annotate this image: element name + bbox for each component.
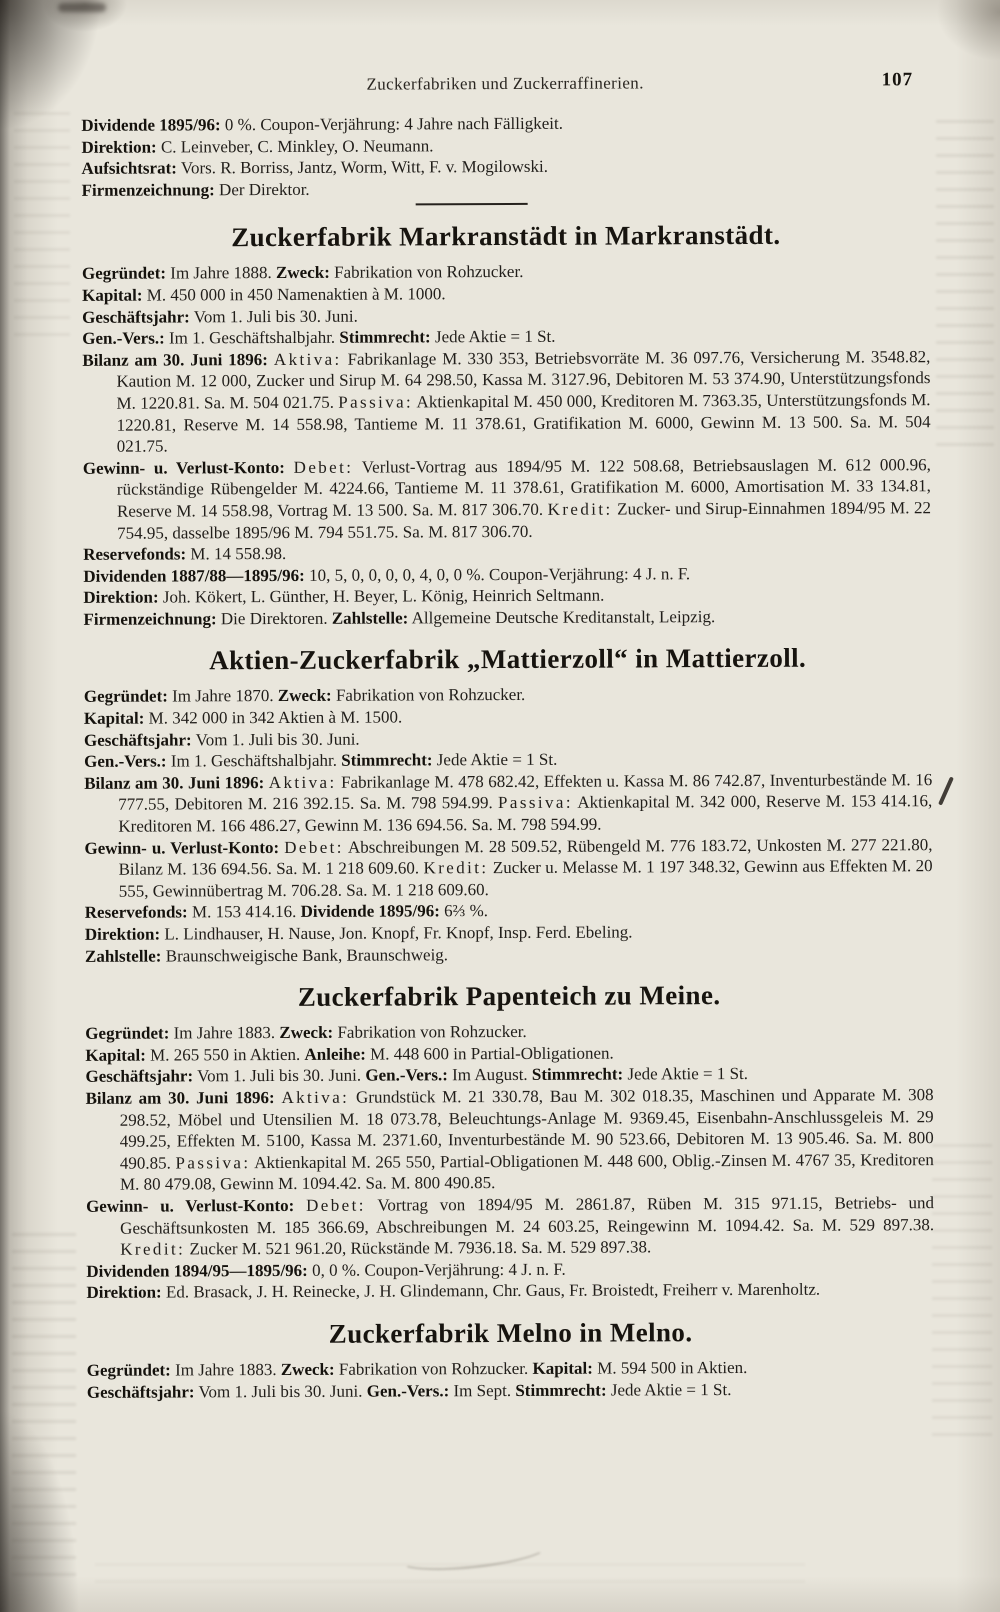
field-label: Reservefonds: xyxy=(83,544,187,564)
field-label: Kapital: xyxy=(82,285,143,305)
field-label: Dividende 1895/96: xyxy=(81,115,221,135)
spaced-term: Aktiva: xyxy=(281,1087,350,1107)
text-run: L. Lindhauser, H. Nause, Jon. Knopf, Fr. Knopf, Insp. Ferd. Ebeling. xyxy=(160,922,633,944)
field-label: Direktion: xyxy=(86,1282,162,1303)
page-content xyxy=(81,69,935,1403)
page-header xyxy=(81,69,929,102)
text-run: Aktienkapital M. 342 000, Reserve M. 153 414.16, Kreditoren M. 166 486.27, Gewinn M. 136 694.56. Sa. M. 798 594.99. xyxy=(118,791,933,836)
text-run: Fabrikation von Rohzucker. xyxy=(334,1358,533,1379)
field-gewinn-verlust-konto xyxy=(86,1192,934,1260)
text-run: Jede Aktie = 1 St. xyxy=(432,750,558,770)
entry-title: Aktien-Zuckerfabrik „Mattierzoll“ in Mattierzoll. xyxy=(209,643,807,676)
text-run: Fabrikation von Rohzucker. xyxy=(329,262,524,283)
text-run: Fabrikation von Rohzucker. xyxy=(333,1022,527,1042)
text-run: Ed. Brasack, J. H. Reinecke, J. H. Glindemann, Chr. Gaus, Fr. Broistedt, Freiherr v. Marenholtz. xyxy=(161,1279,821,1302)
entry-title: Zuckerfabrik Melno in Melno. xyxy=(328,1317,693,1349)
entry-zuckerfabrik-papenteich xyxy=(85,979,934,1303)
spaced-term: Debet: xyxy=(293,457,354,477)
text-run: Zucker M. 521 961.20, Rückstände M. 7936.18. Sa. M. 529 897.38. xyxy=(185,1237,652,1259)
text-run: 10, 5, 0, 0, 0, 0, 4, 0, 0 %. Coupon-Verjährung: 4 J. n. F. xyxy=(304,563,691,585)
text-run xyxy=(294,1196,306,1215)
field-label: Gen.-Vers.: xyxy=(365,1065,448,1086)
field-gewinn-verlust-konto xyxy=(84,834,932,902)
text-run: Im Sept. xyxy=(449,1380,516,1400)
text-run: Vom 1. Juli bis 30. Juni. xyxy=(194,1381,367,1401)
spaced-term: Debet: xyxy=(284,837,344,857)
text-run: Aktienkapital M. 265 550, Partial-Obligationen M. 448 600, Oblig.-Zinsen M. 4767 35, Kreditoren M. 80 479.08, Gewinn M. 1094.42. Sa. M. 800 490.85. xyxy=(119,1149,934,1195)
text-run: Zucker- und Sirup-Einnahmen 1894/95 M. 22 754.95, dasselbe 1895/96 M. 794 551.75. Sa. M. 817 306.70. xyxy=(117,498,932,543)
field-label: Geschäftsjahr: xyxy=(86,1381,195,1402)
page-number: 107 xyxy=(881,69,914,91)
text-run: Im 1. Geschäftshalbjahr. xyxy=(166,750,342,771)
text-run: 6⅔ %. xyxy=(439,901,489,921)
text-run: Im Jahre 1883. xyxy=(169,1023,280,1043)
text-run: Im Jahre 1870. xyxy=(167,686,278,706)
text-run: M. 450 000 in 450 Namenaktien à M. 1000. xyxy=(142,284,446,305)
field-label: Stimmrecht: xyxy=(531,1064,624,1085)
text-run: Jede Aktie = 1 St. xyxy=(623,1064,749,1084)
field-label: Geschäftsjahr: xyxy=(82,306,190,327)
text-run: M. 153 414.16. xyxy=(187,902,301,922)
text-run: Fabrikation von Rohzucker. xyxy=(331,685,526,706)
text-run: Braunschweigische Bank, Braunschweig. xyxy=(161,944,449,966)
field-label: Reservefonds: xyxy=(84,902,188,923)
field-label: Zahlstelle: xyxy=(84,946,162,966)
text-run: M. 14 558.98. xyxy=(186,544,287,564)
text-run: Im Jahre 1883. xyxy=(170,1359,281,1380)
text-run: 0 %. Coupon-Verjährung: 4 Jahre nach Fälligkeit. xyxy=(220,113,563,135)
text-run: Der Direktor. xyxy=(214,179,310,200)
field-label: Gewinn- u. Verlust-Konto: xyxy=(85,1195,295,1216)
bleedthrough-ghost xyxy=(932,1140,992,1450)
field-label: Bilanz am 30. Juni 1896: xyxy=(82,349,268,370)
text-run: Fabrikanlage M. 478 682.42, Effekten u. Kassa M. 86 742.87, Inventurbestände M. 16 777.55, Debitoren M. 216 392.15. Sa. M. 798 594.99. xyxy=(118,769,933,815)
entry-zuckerfabrik-markranstaedt xyxy=(82,220,932,631)
field-bilanz xyxy=(84,769,932,837)
field-firmenzeichnung-zahlstelle xyxy=(83,605,931,630)
spaced-term: Kredit: xyxy=(547,499,613,519)
field-label: Dividende 1895/96: xyxy=(300,901,440,922)
pencil-mark xyxy=(397,1532,549,1576)
field-label: Gegründet: xyxy=(81,263,167,284)
entry-previous-continuation xyxy=(81,111,929,207)
ink-mark xyxy=(938,776,954,805)
field-label: Gewinn- u. Verlust-Konto: xyxy=(84,837,280,858)
field-label: Gen.-Vers.: xyxy=(82,328,165,349)
field-label: Kapital: xyxy=(83,708,145,728)
field-label: Gewinn- u. Verlust-Konto: xyxy=(82,457,285,478)
text-run: M. 342 000 in 342 Aktien à M. 1500. xyxy=(144,707,403,728)
text-run: Grundstück M. 21 330.78, Bau M. 302 018.35, Maschinen und Apparate M. 308 298.52, Möbel und Utensilien M. 18 073.78, Beleuchtungs-Anlage M. 9369.45, Eisenbahn-Anschlussgeleis M. 29 499.25, Effekten M. 5100, Kassa M. 2371.60, Inventurbestände M. 90 523.66, Debitoren M. 13 905.46. Sa. M. 800 490.85. xyxy=(119,1085,934,1173)
field-label: Bilanz am 30. Juni 1896: xyxy=(85,1087,275,1108)
field-label: Gegründet: xyxy=(86,1360,171,1380)
field-direktion xyxy=(86,1278,934,1303)
field-label: Zweck: xyxy=(280,1359,335,1379)
text-run: Jede Aktie = 1 St. xyxy=(606,1379,732,1400)
field-bilanz xyxy=(82,346,930,458)
text-run: Die Direktoren. xyxy=(216,608,332,629)
field-gewinn-verlust-konto xyxy=(83,454,931,544)
field-zahlstelle xyxy=(85,942,933,967)
text-run: Im Jahre 1888. xyxy=(165,263,277,283)
text-run xyxy=(285,458,294,477)
text-run: M. 265 550 in Aktien. xyxy=(145,1044,305,1065)
spaced-term: Passiva: xyxy=(497,793,574,813)
field-label: Kapital: xyxy=(85,1045,146,1065)
field-label: Kapital: xyxy=(532,1358,593,1378)
spaced-term: Passiva: xyxy=(338,392,414,412)
text-run: Aktienkapital M. 450 000, Kreditoren M. 7363.35, Unterstützungsfonds M. 1220.81, Reserve M. 14 558.98, Tantieme M. 11 378.61, Gratifikation M. 6000, Gewinn M. 13 500. Sa. M. 504 021.75. xyxy=(116,390,931,456)
field-label: Gegründet: xyxy=(83,686,168,707)
field-label: Zweck: xyxy=(279,1022,334,1043)
running-title: Zuckerfabriken und Zuckerraffinerien. xyxy=(366,73,644,94)
entry-title: Zuckerfabrik Markranstädt in Markranstädt. xyxy=(231,220,781,253)
field-label: Aufsichtsrat: xyxy=(81,158,177,179)
field-bilanz xyxy=(86,1084,934,1196)
entry-aktien-zuckerfabrik-mattierzoll xyxy=(84,643,933,967)
field-label: Geschäftsjahr: xyxy=(85,1066,194,1087)
text-run: Vors. R. Borriss, Jantz, Worm, Witt, F. v. Mogilowski. xyxy=(176,157,549,178)
field-geschaeftsjahr-genvers-stimmrecht xyxy=(87,1378,935,1403)
entry-title: Zuckerfabrik Papenteich zu Meine. xyxy=(297,980,721,1013)
field-label: Gen.-Vers.: xyxy=(84,751,167,772)
text-run: Verlust-Vortrag aus 1894/95 M. 122 508.68, Betriebsauslagen M. 612 000.96, rückständige Rübengelder M. 4224.66, Tantieme M. 11 378.61, Gratifikation M. 6000, Amortisation M. 33 134.81, Reserve M. 14 558.98, Vortrag M. 13 500. Sa. M. 817 306.70. xyxy=(116,454,931,521)
field-label: Bilanz am 30. Juni 1896: xyxy=(84,772,265,793)
text-run: Im 1. Geschäftshalbjahr. xyxy=(164,327,340,348)
page-stain xyxy=(58,3,106,12)
field-label: Dividenden 1887/88—1895/96: xyxy=(83,565,305,586)
field-label: Zweck: xyxy=(275,263,330,283)
text-run: C. Leinveber, C. Minkley, O. Neumann. xyxy=(156,135,434,157)
spaced-term: Debet: xyxy=(306,1195,366,1215)
text-run: Fabrikanlage M. 330 353, Betriebsvorräte M. 36 097.76, Versicherung M. 3548.82, Kaution M. 12 000, Zucker und Sirup M. 64 298.50, Kassa M. 3127.96, Debitoren M. 53 374.90, Unterstützungsfonds M. 1220.81. Sa. M. 504 021.75. xyxy=(116,346,931,413)
field-label: Zahlstelle: xyxy=(331,608,409,628)
field-label: Firmenzeichnung: xyxy=(81,180,215,200)
field-label: Stimmrecht: xyxy=(341,750,433,770)
field-label: Gegründet: xyxy=(85,1023,170,1044)
text-run: Abschreibungen M. 28 509.52, Rübengeld M. 776 183.72, Unkosten M. 277 221.80, Bilanz M. 136 694.56. Sa. M. 1 218 609.60. xyxy=(118,834,933,879)
text-run: Zucker u. Melasse M. 1 197 348.32, Gewinn aus Effekten M. 20 555, Gewinnübertrag M. 706.28. Sa. M. 1 218 609.60. xyxy=(118,856,933,901)
field-label: Gen.-Vers.: xyxy=(366,1380,450,1401)
field-label: Zweck: xyxy=(277,686,332,706)
field-label: Stimmrecht: xyxy=(515,1380,607,1400)
text-run: Allgemeine Deutsche Kreditanstalt, Leipzig. xyxy=(408,606,716,628)
field-label: Stimmrecht: xyxy=(339,327,431,347)
spaced-term: Aktiva: xyxy=(273,349,342,369)
field-firmenzeichnung xyxy=(82,176,930,201)
entry-divider-rule xyxy=(416,203,528,205)
spaced-term: Kredit: xyxy=(120,1239,186,1259)
text-run: Vom 1. Juli bis 30. Juni. xyxy=(189,306,358,326)
field-label: Anleihe: xyxy=(304,1044,366,1064)
spaced-term: Kredit: xyxy=(423,858,489,878)
text-run: Vom 1. Juli bis 30. Juni. xyxy=(193,1066,366,1086)
text-run: M. 594 500 in Aktien. xyxy=(592,1357,748,1378)
field-label: Direktion: xyxy=(84,924,161,944)
text-run: Im August. xyxy=(447,1065,532,1085)
text-run: Vortrag von 1894/95 M. 2861.87, Rüben M. 315 971.15, Betriebs- und Geschäftsunkosten M. 185 366.69, Abschreibungen M. 24 603.25, Reingewinn M. 1094.42. Sa. M. 529 897.38. xyxy=(120,1193,935,1238)
field-label: Dividenden 1894/95—1895/96: xyxy=(86,1260,308,1281)
text-run: Jede Aktie = 1 St. xyxy=(430,326,556,347)
field-label: Direktion: xyxy=(83,587,159,608)
text-run: M. 448 600 in Partial-Obligationen. xyxy=(365,1043,614,1064)
spaced-term: Passiva: xyxy=(175,1152,251,1173)
entry-zuckerfabrik-melno xyxy=(87,1316,935,1403)
field-label: Firmenzeichnung: xyxy=(83,609,217,629)
bleedthrough-ghost xyxy=(14,100,70,350)
bleedthrough-ghost xyxy=(936,120,994,460)
field-label: Geschäftsjahr: xyxy=(83,730,192,750)
field-label: Direktion: xyxy=(81,137,157,157)
text-run: Vom 1. Juli bis 30. Juni. xyxy=(191,729,360,750)
bleedthrough-ghost xyxy=(12,1230,76,1590)
text-run: Joh. Kökert, L. Günther, H. Beyer, L. König, Heinrich Seltmann. xyxy=(158,585,605,607)
text-run: 0, 0 %. Coupon-Verjährung: 4 J. n. F. xyxy=(307,1259,566,1280)
spaced-term: Aktiva: xyxy=(268,772,337,792)
